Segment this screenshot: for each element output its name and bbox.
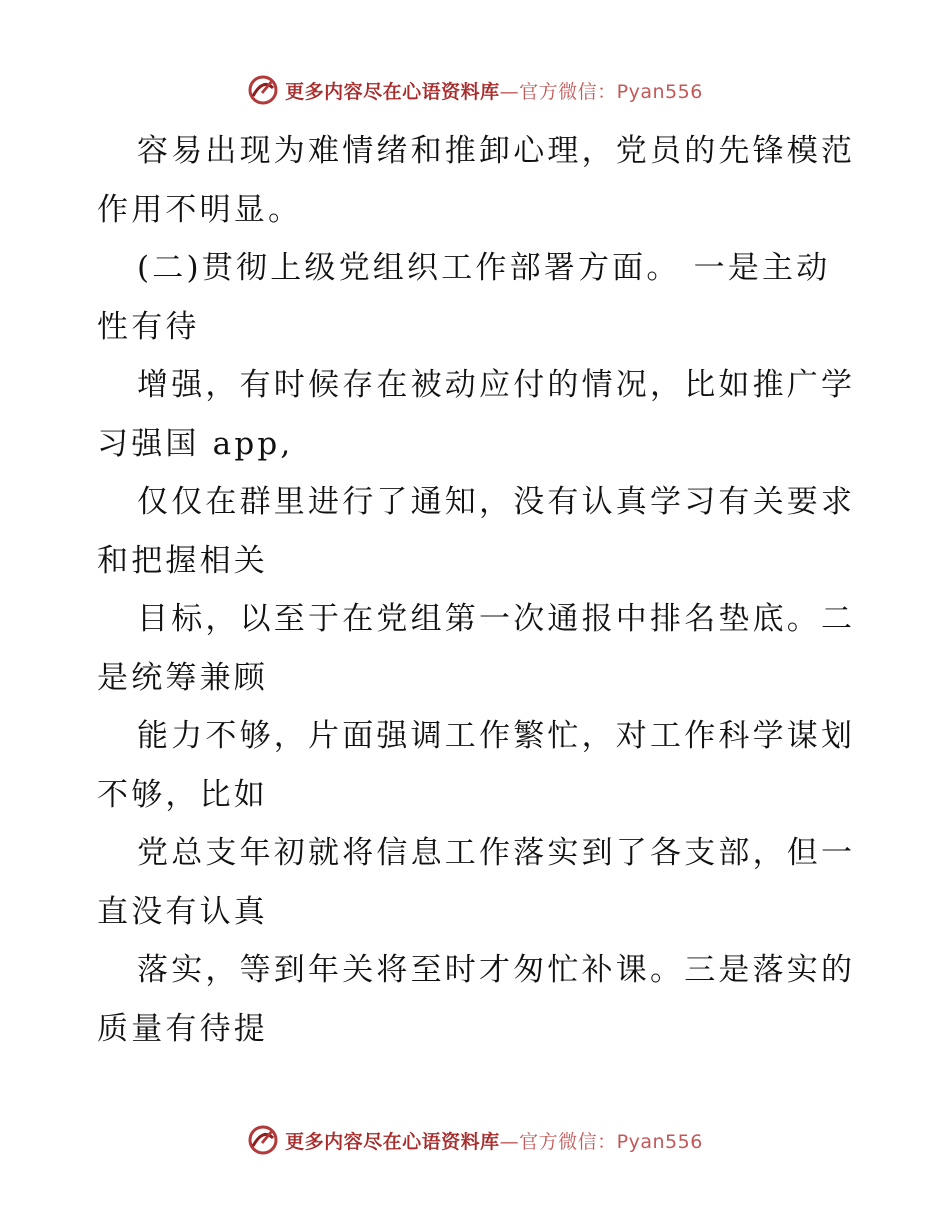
text-line: 习强国 app, bbox=[97, 425, 294, 462]
header-watermark-text bbox=[285, 77, 703, 104]
text-line: 不够，比如 bbox=[97, 776, 268, 813]
text-line: (二)贯彻上级党组织工作部署方面。 一是主动 bbox=[137, 250, 831, 286]
text-line: 能力不够，片面强调工作繁忙，对工作科学谋划 bbox=[137, 718, 856, 754]
footer-brand-text: 更多内容尽在心语资料库 bbox=[285, 1130, 500, 1153]
header-contact-text: —官方微信：Pyan556 bbox=[499, 80, 703, 103]
swirl-logo-icon bbox=[247, 74, 279, 106]
text-line: 和把握相关 bbox=[97, 542, 268, 579]
footer-contact-text: —官方微信：Pyan556 bbox=[499, 1130, 703, 1153]
text-line: 目标，以至于在党组第一次通报中排名垫底。二 bbox=[137, 601, 856, 637]
header-brand-text: 更多内容尽在心语资料库 bbox=[285, 80, 500, 103]
footer-watermark bbox=[0, 1122, 950, 1158]
swirl-logo-icon bbox=[247, 1124, 279, 1156]
text-line: 是统筹兼顾 bbox=[97, 659, 268, 696]
header-watermark bbox=[0, 72, 950, 108]
text-line: 增强，有时候存在被动应付的情况，比如推广学 bbox=[137, 367, 856, 403]
document-body bbox=[97, 122, 857, 1058]
text-line: 容易出现为难情绪和推卸心理，党员的先锋模范 bbox=[137, 133, 856, 169]
text-line: 落实，等到年关将至时才匆忙补课。三是落实的 bbox=[137, 952, 856, 988]
text-line: 性有待 bbox=[97, 308, 200, 345]
text-line: 仅仅在群里进行了通知，没有认真学习有关要求 bbox=[137, 484, 856, 520]
text-line: 作用不明显。 bbox=[97, 191, 303, 228]
text-line: 直没有认真 bbox=[97, 893, 268, 930]
text-line: 质量有待提 bbox=[97, 1010, 268, 1047]
text-line: 党总支年初就将信息工作落实到了各支部，但一 bbox=[137, 835, 856, 871]
footer-watermark-text bbox=[285, 1127, 703, 1154]
